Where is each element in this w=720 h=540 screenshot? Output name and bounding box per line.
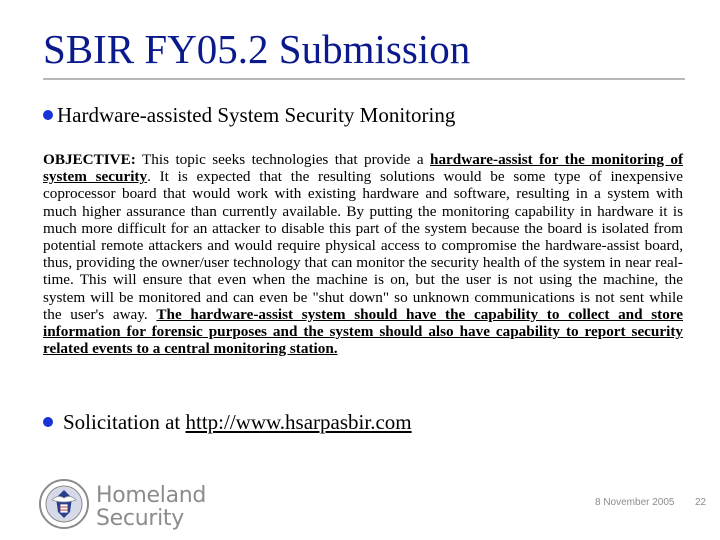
bullet-dot-icon — [43, 417, 53, 427]
objective-intro: This topic seeks technologies that provide a — [135, 151, 431, 168]
objective-highlight-capability: The hardware-assist system should have the capability to collect and store information for forensic purposes and the system should also have capability to report security related events to a central monitoring station. — [43, 305, 684, 358]
objective-label: OBJECTIVE: — [43, 151, 136, 168]
logo-line-1: Homeland — [96, 482, 207, 508]
solicitation-bullet — [43, 409, 412, 435]
dhs-seal-icon — [38, 478, 90, 535]
topic-bullet — [43, 102, 455, 128]
topic-label: Hardware-assisted System Security Monitoring — [57, 103, 456, 127]
objective-body: . It is expected that the resulting solutions would be some type of inexpensive coprocessor board that would work with existing hardware and software, resulting in a system with much higher assurance than currently available. By putting the monitoring capability in hardware it is much more difficult for an attacker to disable this part of the system because the board is isolated from potential remote attackers and would require physical access to compromise the hardware-assist board, thus, providing the owner/user technology that can monitor the security health of the system in near real-time. This will ensure that even when the machine is on, but the user is not using the machine, the system will be monitored and can even be "shut down" so unknown communications is not sent while the user's away. — [43, 168, 684, 323]
dhs-logo — [38, 478, 206, 535]
solicitation-link[interactable]: http://www.hsarpasbir.com — [185, 410, 412, 434]
logo-line-2: Security — [96, 505, 184, 531]
objective-paragraph — [43, 151, 683, 357]
page-number: 22 — [695, 497, 707, 508]
solicitation-label: Solicitation at — [63, 410, 181, 434]
footer-date: 8 November 2005 — [595, 497, 675, 508]
title-divider — [43, 78, 685, 80]
objective-highlight-hardware-assist: hardware-assist for the monitoring of system security — [43, 151, 683, 186]
dhs-wordmark — [96, 484, 206, 530]
slide-title: SBIR FY05.2 Submission — [43, 26, 471, 72]
bullet-dot-icon — [43, 110, 53, 120]
